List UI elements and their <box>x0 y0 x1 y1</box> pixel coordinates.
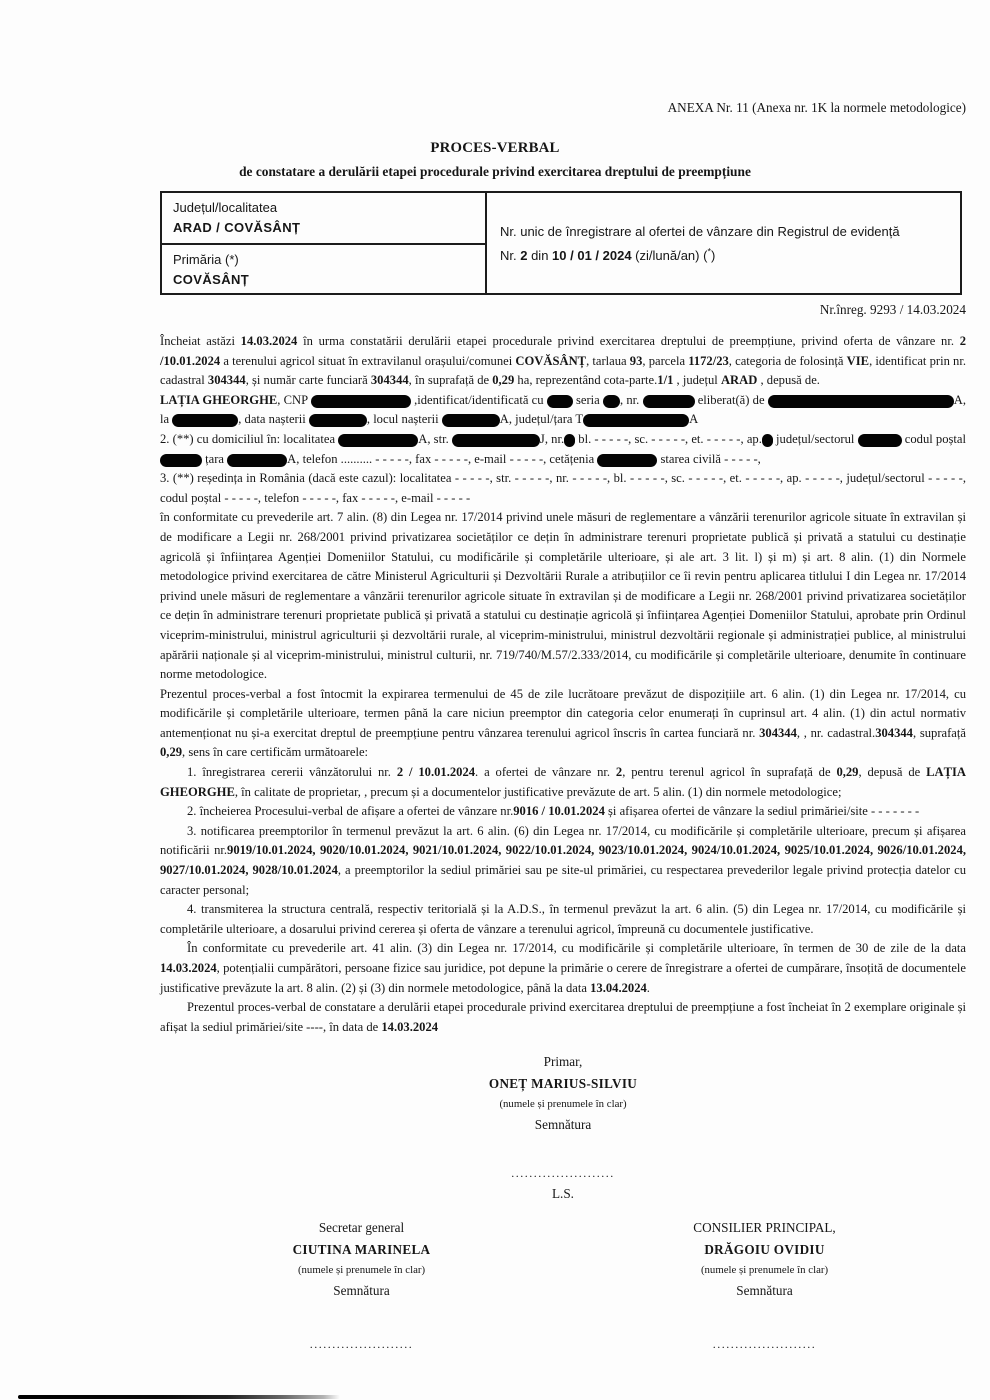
paragraph-4: 3. (**) reședința in România (dacă este cazul): localitatea - - - - -, str. - - - - -, nr. - - - - -, bl. - - - - -, sc. - - - - -, et. - - - - -, ap. - - - - -, județul/sectorul - - - - -, codul poștal - - - - -, telefon - - - - -, fax - - - - -, e-mail - - - - - <box>160 471 966 505</box>
redaction-block <box>547 395 573 408</box>
redaction-block <box>858 434 902 447</box>
secretar-signature-label: Semnătura <box>333 1283 390 1299</box>
redaction-block <box>172 414 238 427</box>
secondary-signatures-row <box>160 1217 966 1355</box>
paragraph-12: Prezentul proces-verbal de constatare a derulării etapei procedurale privind exercitarea dreptului de preempțiune a fost încheiat în 2 exemplare originale și afișat la sediul primăriei/site ----, în data de 14.03.2024 <box>160 1000 966 1034</box>
secretar-role: Secretar general <box>318 1220 405 1236</box>
redaction-block <box>583 414 689 427</box>
consilier-name: DRĂGOIU OVIDIU <box>704 1241 825 1257</box>
redaction-block <box>603 395 620 408</box>
redaction-block <box>442 414 500 427</box>
redaction-block <box>762 434 773 447</box>
primar-signature-block <box>160 1051 966 1204</box>
offer-registration-label: Nr. unic de înregistrare al ofertei de vânzare din Registrul de evidență <box>500 224 900 239</box>
scan-artifact-line <box>18 1395 340 1399</box>
document-subtitle: de constatare a derulării etapei procedurale privind exercitarea dreptului de preempțiune <box>239 164 751 179</box>
header-table-left-column <box>162 193 487 293</box>
primaria-cell <box>162 245 485 293</box>
consilier-signature-dots: ....................... <box>712 1336 817 1351</box>
offer-registration-cell <box>487 193 960 293</box>
judet-value: ARAD / COVĂSÂNȚ <box>173 220 301 235</box>
document-title: PROCES-VERBAL <box>430 140 560 156</box>
primar-role: Primar, <box>543 1054 583 1070</box>
paragraph-11: În conformitate cu prevederile art. 41 alin. (3) din Legea nr. 17/2014, cu modificările și completările ulterioare, în termen de 30 de zile de la data 14.03.2024, potențialii cumpărători, persoane fizice sau juridice, pot depune la primărie o cerere de înregistrare a ofertei de cumpărare, însoțită de documentele justificative prevăzute la art. 8 alin. (2) și (3) din normele metodologice, până la data 13.04.2024. <box>160 941 966 995</box>
consilier-role: CONSILIER PRINCIPAL, <box>693 1220 836 1236</box>
primar-name: ONEȚ MARIUS-SILVIU <box>488 1075 638 1091</box>
paragraph-8: 2. încheierea Procesului-verbal de afișare a ofertei de vânzare nr.9016 / 10.01.2024 și afișarea ofertei de vânzare la sediul primăriei/site - - - - - - - <box>187 804 920 819</box>
primaria-value: COVĂSÂNȚ <box>173 272 250 287</box>
paragraph-5: în conformitate cu prevederile art. 7 alin. (8) din Legea nr. 17/2014 privind unele măsuri de reglementare a vânzării terenurilor agricole situate în extravilan și de modificare a Legii nr. 268/2001 privind privatizarea societăților ce dețin în administrare terenuri proprietate publică și privată a statului cu destinație agricolă și înființarea Agenției Domeniilor Statului, cu modificările și completările ulterioare, și ale art. 3 lit. l) și m) și art. 8 alin. (1) din Normele metodologice privind exercitarea de către Ministerul Agriculturii și Dezvoltării Rurale a atribuțiilor ce îi revin pentru aplicarea titlului I din Legea nr. 17/2014 privind unele măsuri de reglementare a vânzării terenurilor agricole situate în extravilan și de modificare a Legii nr. 268/2001 privind privatizarea societăților ce dețin în administrare terenuri proprietate publică și privată a statului cu destinație agricolă și înființarea Agenției Domeniilor Statului, aprobate prin Ordinul viceprim-ministrului, ministrul agriculturii și dezvoltării rurale, al viceprim-ministrului, ministrul dezvoltării regionale și administrației publice, al ministrului apărării naționale și al viceprim-ministrului, ministrul culturii, nr. 719/740/M.57/2.333/2014, cu modificările și completările ulterioare, denumite în continuare norme metodologice. <box>160 510 966 682</box>
redaction-block <box>768 395 954 408</box>
secretar-name: CIUTINA MARINELA <box>292 1241 431 1257</box>
redaction-block <box>338 434 418 447</box>
primar-name-note: (numele și prenumele în clar) <box>499 1098 627 1111</box>
redaction-block <box>311 395 411 408</box>
paragraph-6: Prezentul proces-verbal a fost întocmit la expirarea termenului de 45 de zile lucrătoare prevăzut de dispozițiile art. 6 alin. (1) din Legea nr. 17/2014, cu modificările și completările ulterioare, termen până la care niciun preemptor din categoria celor enumerați în cuprinsul art. 4 alin. (1) din actul normativ antemenționat nu și-a exercitat dreptul de preempțiune pentru vânzarea terenului agricol înscris în cartea funciară nr. 304344, , nr. cadastral.304344, suprafață 0,29, sens în care certificăm următoarele: <box>160 686 966 760</box>
ls-label: L.S. <box>552 1186 574 1202</box>
primar-signature-dots: ....................... <box>511 1165 615 1180</box>
offer-registration-value: Nr. 2 din 10 / 01 / 2024 (zi/lună/an) (*) <box>500 246 716 263</box>
paragraph-2: LAȚIA GHEORGHE, CNP ,identificat/identificată cu seria , nr. eliberat(ă) de A, la , data nașterii , locul nașterii A, județul/țara T A <box>160 392 967 427</box>
paragraph-7: 1. înregistrarea cererii vânzătorului nr. 2 / 10.01.2024. a ofertei de vânzare nr. 2, pentru terenul agricol în suprafață de 0,29, depusă de LAȚIA GHEORGHE, în calitate de proprietar, , precum și a documentelor justificative prevăzute de art. 5 alin. (1) din normele metodologice; <box>160 765 967 799</box>
consilier-signature-block <box>563 1217 966 1355</box>
paragraph-3: 2. (**) cu domiciliul în: localitatea A, str. J, nr. bl. - - - - -, sc. - - - - -, et. - - - - -, ap. județul/sectorul codul poștal țara A, telefon .......... - - - - -, fax - - - - -, e-mail - - - - -, cetățenia starea civilă - - - - -, <box>160 431 967 466</box>
redaction-block <box>597 454 657 467</box>
header-table <box>160 191 962 295</box>
redaction-block <box>160 454 202 467</box>
secretar-signature-dots: ....................... <box>309 1336 414 1351</box>
judet-cell <box>162 193 485 245</box>
paragraph-9: 3. notificarea preemptorilor în termenul prevăzut la art. 6 alin. (6) din Legea nr. 17/2014, cu modificările și completările ulterioare, precum și afișarea notificării nr.9019/10.01.2024, 9020/10.01.2024, 9021/10.01.2024, 9022/10.01.2024, 9023/10.01.2024, 9024/10.01.2024, 9025/10.01.2024, 9026/10.01.2024, 9027/10.01.2024, 9028/10.01.2024, a preemptorilor la sediul primăriei sau pe site-ul primăriei, cu respectarea prevederilor legale privind protecția datelor cu caracter personal; <box>160 823 967 897</box>
redaction-block <box>309 414 367 427</box>
redaction-block <box>452 434 540 447</box>
redaction-block <box>227 454 287 467</box>
redaction-block <box>564 434 575 447</box>
primar-signature-label: Semnătura <box>534 1117 592 1133</box>
secretar-signature-block <box>160 1217 563 1355</box>
primaria-label: Primăria (*) <box>173 252 239 267</box>
consilier-name-note: (numele și prenumele în clar) <box>700 1264 829 1277</box>
judet-label: Județul/localitatea <box>173 200 278 215</box>
secretar-name-note: (numele și prenumele în clar) <box>297 1264 426 1277</box>
consilier-signature-label: Semnătura <box>736 1283 793 1299</box>
registration-number-note: Nr.înreg. 9293 / 14.03.2024 <box>819 302 966 317</box>
redaction-block <box>643 395 695 408</box>
paragraph-10: 4. transmiterea la structura centrală, respectiv teritorială și la A.D.S., în termenul prevăzut la art. 6 alin. (5) din Legea nr. 17/2014, cu modificările și completările ulterioare, a dosarului privind cererea și oferta de vânzare a terenului agricol, împreună cu documentele justificative. <box>160 902 966 936</box>
paragraph-1: Încheiat astăzi 14.03.2024 în urma constatării derulării etapei procedurale privind exercitarea dreptului de preempțiune, privind oferta de vânzare nr. 2 /10.01.2024 a terenului agricol situat în extravilanul orașului/comunei COVĂSÂNȚ, tarlaua 93, parcela 1172/23, categoria de folosință VIE, identificat prin nr. cadastral 304344, și număr carte funciară 304344, în suprafață de 0,29 ha, reprezentând cota-parte.1/1 , județul ARAD , depusă de. <box>160 334 966 388</box>
document-body <box>160 332 966 1037</box>
anexa-note: ANEXA Nr. 11 (Anexa nr. 1K la normele metodologice) <box>667 100 966 115</box>
